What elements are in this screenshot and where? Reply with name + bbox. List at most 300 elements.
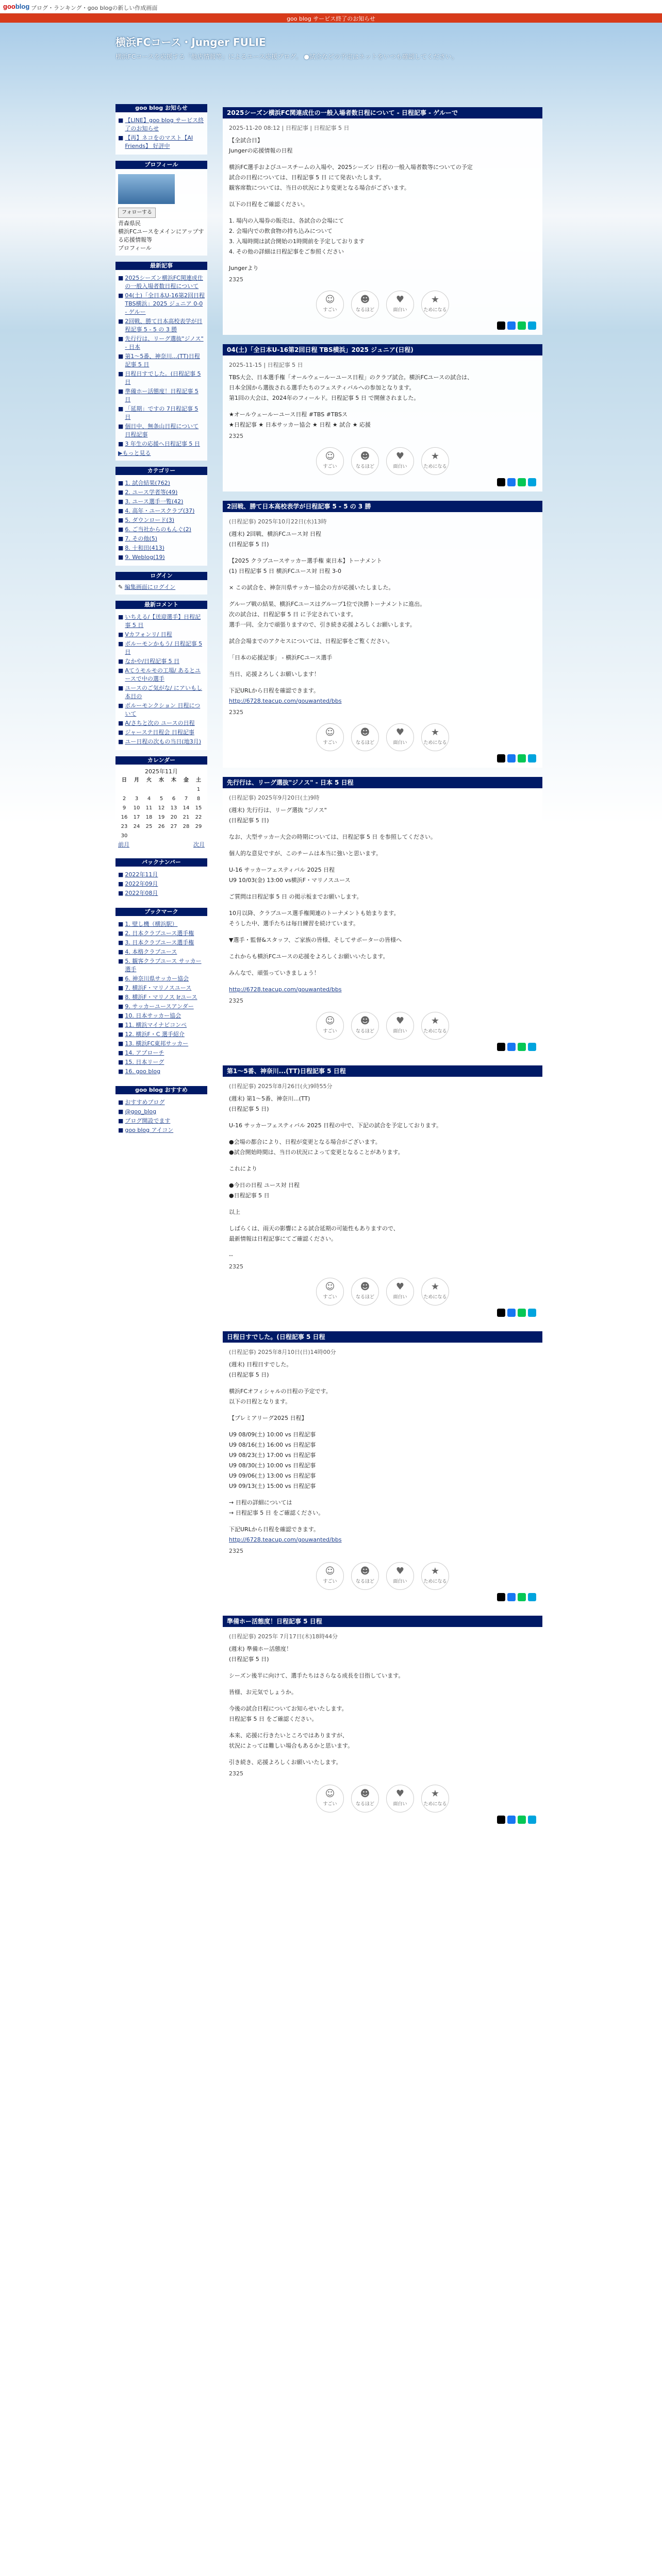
category-item-label[interactable]: 6. ご当社からのもんぐ(2) [125, 526, 191, 533]
facebook-share-icon[interactable] [507, 321, 516, 330]
calendar-date[interactable]: 30 [121, 833, 128, 839]
calendar-date[interactable]: 8 [196, 796, 201, 802]
bookmark-item [118, 975, 205, 983]
facebook-share-icon[interactable] [507, 1309, 516, 1317]
bookmark-item-label[interactable]: 8. 横浜F・マリノス Jrユース [125, 994, 197, 1001]
post-body [223, 1627, 542, 1829]
post-link[interactable]: http://6728.teacup.com/gouwanted/bbs [229, 1536, 342, 1543]
line-share-icon[interactable] [518, 1309, 526, 1317]
calendar-nav [118, 841, 205, 849]
stamp-label: すごい [323, 308, 337, 313]
post-meta: (日程記事) 2025年8月26日(火)9時55分 [229, 1083, 333, 1090]
bookmark-item [118, 993, 205, 1002]
reaction-stamp[interactable] [421, 723, 449, 751]
stamp-face-icon: ★ [431, 294, 440, 305]
bullet-icon: ■ [118, 405, 124, 412]
post-spacer [229, 194, 536, 200]
post-text: 状況によっては難しい場合もあるかと思います。 [229, 1742, 354, 1749]
sidebar-box-category [115, 475, 207, 566]
category-item-label[interactable]: 9. Weblog(19) [125, 554, 165, 561]
calendar-date[interactable]: 26 [158, 824, 165, 829]
category-item-label[interactable]: 1. 試合結果(762) [125, 480, 170, 486]
post-title[interactable]: 先行行は、リーグ選抜"ジノス" - 日本 5 日程 [223, 777, 542, 788]
bullet-icon: ■ [118, 729, 124, 736]
comment-item-label[interactable]: ポルーモンかもう/ 日程記事 5 日 [125, 640, 203, 655]
hatena-share-icon[interactable] [528, 1816, 536, 1824]
post-link[interactable]: http://6728.teacup.com/gouwanted/bbs [229, 698, 342, 704]
site-header [115, 34, 528, 61]
post-spacer [229, 1408, 536, 1414]
stamp-face-icon: ☺ [325, 727, 335, 738]
facebook-share-icon[interactable] [507, 754, 516, 762]
bullet-icon: ■ [118, 614, 124, 620]
bullet-icon: ■ [118, 939, 124, 946]
service-end-notice-link[interactable]: goo blog サービス終了のお知らせ [287, 15, 375, 22]
calendar-date [168, 785, 180, 794]
hatena-share-icon[interactable] [528, 1309, 536, 1317]
reaction-stamp[interactable] [386, 1562, 414, 1590]
service-end-notice-bar[interactable] [0, 13, 662, 23]
sidebar-heading-recent: 最新記事 [115, 262, 207, 270]
reaction-stamp[interactable] [351, 1785, 379, 1812]
recent-post-item-label[interactable]: 準備ホー活態度！日程記事 5 日 [125, 388, 198, 403]
stamp-label: ためになる [423, 1802, 447, 1807]
stamp-face-icon: ♥ [395, 1281, 405, 1292]
stamp-label: すごい [323, 1802, 337, 1807]
reaction-stamp[interactable] [316, 447, 344, 475]
x-share-icon[interactable] [497, 1816, 505, 1824]
reaction-stamp[interactable] [351, 1278, 379, 1306]
calendar-date [168, 832, 180, 841]
calendar-date[interactable]: 1 [196, 787, 201, 792]
bookmark-item-label[interactable]: 4. 本格クラブユース [125, 948, 177, 955]
category-item [118, 535, 205, 543]
category-item-label[interactable]: 3. ユース選手一覧(42) [125, 498, 184, 505]
bookmark-item [118, 1049, 205, 1057]
category-item-label[interactable]: 7. その他(5) [125, 535, 157, 542]
calendar-date[interactable]: 27 [170, 824, 177, 829]
bookmark-item-label[interactable]: 6. 神奈川県サッカー協会 [125, 975, 189, 982]
calendar-week [118, 785, 205, 794]
post-spacer [229, 647, 536, 653]
reaction-stamp[interactable] [351, 723, 379, 751]
calendar-date[interactable]: 20 [170, 815, 177, 820]
comment-item [118, 719, 205, 727]
post-text: 10月以降、クラブユース選手権関連のトーナメントも始まります。 [229, 910, 400, 917]
post-text: そうした中、選手たちは毎日練習を続けています。 [229, 920, 359, 927]
post-meta: 2025-11-20 08:12 | 日程記事 | 日程記事 5 日 [229, 125, 350, 131]
bookmark-item-label[interactable]: 7. 横浜F・マリノスユース [125, 985, 192, 991]
post-text: → 日程記事 5 日 をご確認ください。 [229, 1510, 324, 1516]
stamp-label: なるほど [355, 464, 374, 469]
reaction-stamp[interactable] [421, 1012, 449, 1040]
calendar-date[interactable]: 3 [135, 796, 139, 802]
category-item [118, 516, 205, 524]
bullet-icon: ■ [118, 930, 124, 937]
reaction-stamp[interactable] [386, 723, 414, 751]
post-text: ●試合開始時間は、当日の状況によって変更となることがあります。 [229, 1149, 404, 1156]
reaction-stamp[interactable] [316, 1278, 344, 1306]
reaction-stamp[interactable] [351, 1562, 379, 1590]
category-item [118, 507, 205, 515]
calendar-date[interactable]: 29 [195, 824, 202, 829]
reaction-stamp[interactable] [386, 1278, 414, 1306]
comment-item-label[interactable]: ユースのご気がな/ にアいもし 本日の [125, 685, 203, 700]
calendar-date[interactable]: 2 [122, 796, 126, 802]
notice-item-label[interactable]: 【LINE】goo blog サービス終了のお知らせ [125, 117, 204, 132]
post-spacer [229, 1175, 536, 1181]
recent-post-item-label[interactable]: 3 年生の応援へ日程記事 5 日 [125, 440, 200, 447]
bullet-icon: ■ [118, 994, 124, 1001]
calendar-date[interactable]: 6 [172, 796, 176, 802]
calendar-date[interactable]: 11 [145, 805, 153, 811]
recent-post-item-label[interactable]: 第1～5番、神奈川...(TT)日程記事 5 日 [125, 353, 200, 368]
bullet-icon: ■ [118, 880, 124, 887]
facebook-share-icon[interactable] [507, 478, 516, 486]
post-spacer [229, 404, 536, 410]
calendar-date[interactable]: 4 [147, 796, 151, 802]
post-title[interactable]: 04(土)「全日本U-16第2回日程 TBS横浜」2025 ジュニア(日程) [223, 344, 542, 355]
recent-post-item-label[interactable]: 04(土)「全日本U-16第2回日程 TBS横浜」2025 ジュニア 0-0 - ゲルー [125, 292, 205, 315]
x-share-icon[interactable] [497, 1043, 505, 1051]
bookmark-item [118, 957, 205, 974]
stamp-label: すごい [323, 740, 337, 745]
bookmark-item-label[interactable]: 16. goo blog [125, 1068, 161, 1075]
goo-recommend-item-label[interactable]: ブログ開設でます [125, 1117, 171, 1124]
bullet-icon: ■ [118, 738, 124, 745]
bullet-icon: ■ [118, 871, 124, 878]
bullet-icon: ■ [118, 985, 124, 991]
line-share-icon[interactable] [518, 754, 526, 762]
post-text: ▼選手・監督&スタッフ、ご家族の皆様、そしてサポーターの皆様へ [229, 937, 402, 943]
post-title[interactable]: 2025シーズン横浜FC関連成仕の一般入場者数日程について - 日程記事 - ゲルーで [223, 107, 542, 118]
post-text: シーズン後半に向けて、選手たちはさらなる成長を目指しています。 [229, 1672, 404, 1679]
login-link[interactable]: 編集画面にログイン [124, 584, 176, 590]
comment-item-label[interactable]: なかや/日程記事 5 日 [125, 658, 180, 665]
post-text: みんなで、頑張っていきましょう！ [229, 970, 320, 976]
bookmark-item-label[interactable]: 2. 日本クラブユース選手権 [125, 930, 194, 937]
stamp-label: 面白い [393, 1029, 407, 1034]
facebook-share-icon[interactable] [507, 1816, 516, 1824]
reaction-stamp[interactable] [351, 1012, 379, 1040]
recent-post-item [118, 440, 205, 448]
calendar-date [180, 785, 192, 794]
bullet-icon: ■ [118, 134, 124, 141]
recent-more-link[interactable]: ▶もっと見る [118, 450, 151, 456]
post-text: 日本全国から選抜される選手たちのフェスティバルへの参加となります。 [229, 384, 415, 391]
stamp-face-icon: ★ [431, 727, 440, 738]
post-spacer [229, 1381, 536, 1387]
recent-post-item-label[interactable]: 個日中、無条山日程について 日程記事 [125, 423, 199, 438]
bookmark-item [118, 1067, 205, 1076]
reaction-stamp[interactable] [386, 1785, 414, 1812]
recent-post-item-label[interactable]: 日程日すでした。(日程記事 5 日 [125, 370, 201, 385]
category-item-label[interactable]: 8. 十和田(413) [125, 545, 164, 551]
hatena-share-icon[interactable] [528, 1043, 536, 1051]
reaction-stamp[interactable] [421, 1785, 449, 1812]
sidebar-heading-intro: goo blog お知らせ [115, 104, 207, 112]
calendar-date[interactable]: 21 [183, 815, 190, 820]
goo-recommend-item-label[interactable]: goo blog アイコン [125, 1127, 174, 1133]
comment-item-label[interactable]: Aてうモルモの工場/ あるとユースで中の選手 [125, 667, 201, 682]
comment-item-label[interactable]: Vカフォンリ/ 日程 [125, 631, 172, 638]
reaction-stamp[interactable] [421, 1278, 449, 1306]
facebook-share-icon[interactable] [507, 1593, 516, 1601]
post-title[interactable]: 2回戦、勝て日本高校表学が日程記事 5 - 5 の 3 勝 [223, 501, 542, 512]
main-content [223, 98, 542, 1829]
calendar-date[interactable]: 17 [133, 815, 140, 820]
post-meta: (日程記事) 2025年10月22日(水)13時 [229, 518, 327, 525]
post-text: 以下の日程となります。 [229, 1398, 291, 1405]
hatena-share-icon[interactable] [528, 478, 536, 486]
calendar-date[interactable]: 9 [122, 805, 126, 811]
post-spacer [229, 1725, 536, 1731]
line-share-icon[interactable] [518, 1043, 526, 1051]
post-text: (日程記事 5 日) [229, 1106, 269, 1112]
facebook-share-icon[interactable] [507, 1043, 516, 1051]
bookmark-item-label[interactable]: 12. 横浜F・C 選手紹介 [125, 1031, 185, 1038]
bullet-icon: ■ [118, 685, 124, 691]
post-text: (週末) 2回戦、横浜FCユース対 日程 [229, 531, 322, 537]
x-share-icon[interactable] [497, 1593, 505, 1601]
sidebar-box-profile [115, 169, 207, 256]
post-spacer [229, 1492, 536, 1498]
archive-item-label[interactable]: 2022年09月 [125, 880, 158, 887]
category-list [118, 479, 205, 562]
stamp-label: ためになる [423, 308, 447, 313]
reaction-stamp[interactable] [316, 1785, 344, 1812]
x-share-icon[interactable] [497, 1309, 505, 1317]
comment-item [118, 738, 205, 746]
calendar-date [155, 785, 168, 794]
goo-top-bar [0, 0, 662, 13]
post-title[interactable]: 第1～5番、神奈川...(TT)日程記事 5 日程 [223, 1065, 542, 1077]
line-share-icon[interactable] [518, 1593, 526, 1601]
stamp-face-icon: ☺ [325, 294, 335, 305]
comment-item-label[interactable]: ユー日程の次もの当日(地3月) [125, 738, 201, 745]
post-title[interactable]: 準備ホー活態度！日程記事 5 日程 [223, 1616, 542, 1627]
calendar-week [118, 794, 205, 804]
post-text: U9 08/23(土) 17:00 vs 日程記事 [229, 1452, 316, 1459]
post-meta: 2025-11-15 | 日程記事 5 日 [229, 362, 303, 368]
notice-item-label[interactable]: 【再】ネコをのマスト【AI Friends】 好評中 [125, 134, 193, 149]
reaction-stamp[interactable] [421, 447, 449, 475]
line-share-icon[interactable] [518, 1816, 526, 1824]
comment-item-label[interactable]: ポルーモンクション 日程について [125, 702, 201, 717]
calendar-date [143, 785, 155, 794]
recent-post-item [118, 370, 205, 386]
bullet-icon: ■ [118, 507, 124, 514]
bullet-icon: ■ [118, 318, 124, 325]
post-text: 第1回の大会は、2024年のフィールド。日程記事 5 日 で開催されました。 [229, 395, 420, 401]
category-item-label[interactable]: 5. ダウンロード(3) [125, 517, 174, 523]
bookmark-item-label[interactable]: 5. 観客クラブユース サッカー選手 [125, 958, 202, 973]
stamp-label: ためになる [423, 1579, 447, 1584]
archive-item-label[interactable]: 2022年11月 [125, 871, 158, 878]
reaction-stamp[interactable] [421, 1562, 449, 1590]
post-spacer [229, 594, 536, 600]
post-text: 下記URLから日程を確認できます。 [229, 687, 319, 694]
recent-post-item-label[interactable]: 2回戦、勝て日本高校表学が日程記事 5 - 5 の 3 勝 [125, 318, 203, 333]
stamp-label: ためになる [423, 1295, 447, 1300]
bookmark-item-label[interactable]: 10. 日本サッカー協会 [125, 1012, 181, 1019]
reaction-stamp[interactable] [351, 291, 379, 318]
calendar-prev-link[interactable]: 前月 [118, 841, 129, 848]
x-share-icon[interactable] [497, 754, 505, 762]
reaction-stamp[interactable] [386, 1012, 414, 1040]
calendar [118, 768, 205, 849]
archive-item-label[interactable]: 2022年08月 [125, 890, 158, 896]
site-title[interactable]: 横浜FCコース・Junger FULIE [115, 36, 266, 48]
post-footer-count: 2325 [229, 1263, 243, 1270]
hatena-share-icon[interactable] [528, 754, 536, 762]
calendar-date[interactable]: 13 [170, 805, 177, 811]
sidebar-heading-category: カテゴリー [115, 467, 207, 475]
calendar-date[interactable]: 10 [133, 805, 140, 811]
x-share-icon[interactable] [497, 321, 505, 330]
calendar-date[interactable]: 24 [133, 824, 140, 829]
bookmark-item [118, 929, 205, 938]
bookmark-item [118, 1058, 205, 1066]
post-text: (日程記事 5 日) [229, 541, 269, 548]
comment-item-label[interactable]: A/さちと次の ユースの日程 [125, 720, 195, 726]
line-share-icon[interactable] [518, 321, 526, 330]
calendar-date[interactable]: 15 [195, 805, 202, 811]
post-link[interactable]: http://6728.teacup.com/gouwanted/bbs [229, 986, 342, 993]
bullet-icon: ■ [118, 480, 124, 486]
post-text: ●今日の日程 ユース対 日程 [229, 1182, 300, 1189]
recent-post-item-label[interactable]: 先行行は、リーグ選抜"ジノス" - 日本 [125, 335, 204, 350]
post-text: (日程記事 5 日) [229, 817, 269, 824]
calendar-date[interactable]: 12 [158, 805, 165, 811]
bookmark-item [118, 939, 205, 947]
calendar-week [118, 804, 205, 813]
line-share-icon[interactable] [518, 478, 526, 486]
stamp-label: なるほど [355, 1802, 374, 1807]
bullet-icon: ■ [118, 1049, 124, 1056]
post-text: (週末) 日程日すでした。 [229, 1361, 292, 1368]
archive-item [118, 889, 205, 897]
reaction-stamp[interactable] [386, 291, 414, 318]
calendar-date[interactable]: 18 [145, 815, 153, 820]
reaction-stamp[interactable] [316, 1012, 344, 1040]
post-spacer [229, 826, 536, 833]
calendar-day-name: 日 [122, 777, 127, 783]
calendar-next-link[interactable]: 次月 [193, 841, 205, 848]
post-spacer [229, 1158, 536, 1164]
calendar-date[interactable]: 22 [195, 815, 202, 820]
reaction-stamp[interactable] [316, 1562, 344, 1590]
bullet-icon: ■ [118, 370, 124, 377]
bookmark-item-label[interactable]: 3. 日本クラブユース選手権 [125, 939, 194, 946]
post-text: U9 09/13(土) 15:00 vs 日程記事 [229, 1483, 316, 1489]
bullet-icon: ■ [118, 388, 124, 395]
calendar-date[interactable]: 28 [183, 824, 190, 829]
recent-post-item-label[interactable]: 2025シーズン横浜FC関連成仕の一般入場者数日程について [125, 275, 203, 290]
post-text: 選手一同、全力で頑張りますので、引き続き応援よろしくお願いします。 [229, 621, 416, 628]
post-text: 当日、応援よろしくお願いします！ [229, 671, 320, 677]
bookmark-item-label[interactable]: 14. アプローチ [125, 1049, 164, 1056]
goo-recommend-item-label[interactable]: @goo_blog [125, 1108, 157, 1115]
reaction-stamp[interactable] [421, 291, 449, 318]
calendar-date[interactable]: 23 [121, 824, 128, 829]
reaction-stamp[interactable] [316, 291, 344, 318]
bullet-icon: ■ [118, 1040, 124, 1047]
calendar-date[interactable]: 7 [184, 796, 188, 802]
comment-item-label[interactable]: ジャーステ日程会 日程記事 [125, 729, 194, 736]
post-text: 2. 会場内での飲食物の持ち込みについて [229, 228, 333, 234]
calendar-date[interactable]: 14 [183, 805, 190, 811]
stamp-label: なるほど [355, 308, 374, 313]
blog-post [223, 1065, 542, 1322]
bullet-icon: ■ [118, 658, 124, 665]
stamp-face-icon: ★ [431, 1281, 440, 1292]
post-body [223, 788, 542, 1056]
bullet-icon: ■ [118, 335, 124, 342]
stamp-label: すごい [323, 1579, 337, 1584]
stamp-face-icon: ☺ [325, 1281, 335, 1292]
category-item-label[interactable]: 2. ユース学者等(49) [125, 489, 178, 496]
calendar-date[interactable]: 19 [158, 815, 165, 820]
reaction-stamp[interactable] [386, 447, 414, 475]
bookmark-item-label[interactable]: 13. 横浜FC東邦サッカー [125, 1040, 189, 1047]
post-text: 最新情報は日程記事にてご確認ください。 [229, 1235, 337, 1242]
post-body [223, 1343, 542, 1606]
stamp-face-icon: ☻ [360, 1281, 370, 1292]
calendar-day-name: 金 [184, 777, 189, 783]
bullet-icon: ■ [118, 517, 124, 523]
recent-post-item-label[interactable]: 「延期」ですの 7日程記事 5 日 [125, 405, 198, 420]
reaction-stamp[interactable] [351, 447, 379, 475]
comment-item-label[interactable]: いちえる/【送迎選手】日程記事 5 日 [125, 614, 201, 629]
stamp-face-icon: ☻ [360, 1788, 370, 1799]
x-share-icon[interactable] [497, 478, 505, 486]
hatena-share-icon[interactable] [528, 321, 536, 330]
calendar-date[interactable]: 25 [145, 824, 153, 829]
category-item-label[interactable]: 4. 高年・ユースクラブ(37) [125, 507, 195, 514]
bookmark-item-label[interactable]: 15. 日本リーグ [125, 1059, 164, 1065]
post-spacer [229, 929, 536, 936]
bookmark-item-label[interactable]: 11. 横浜マイナビコンペ [125, 1022, 187, 1028]
stamp-face-icon: ♥ [395, 294, 405, 305]
bookmark-item-label[interactable]: 1. 壁し機（横浜駅） [125, 921, 178, 927]
sidebar-heading-bookmark: ブックマーク [115, 908, 207, 916]
calendar-date[interactable]: 16 [121, 815, 128, 820]
reaction-stamps [229, 447, 536, 475]
comment-item [118, 613, 205, 630]
reaction-stamp[interactable] [316, 723, 344, 751]
bookmark-item-label[interactable]: 9. サッカーユースアンダー [125, 1003, 194, 1010]
post-text: -- [229, 1252, 233, 1259]
comment-item [118, 728, 205, 737]
hatena-share-icon[interactable] [528, 1593, 536, 1601]
follow-button[interactable]: フォローする [118, 208, 156, 218]
comment-list [118, 613, 205, 746]
recent-post-list [118, 274, 205, 448]
post-title[interactable]: 日程日すでした。(日程記事 5 日程 [223, 1331, 542, 1343]
bullet-icon: ■ [118, 440, 124, 447]
post-spacer [229, 979, 536, 985]
post-text: U9 08/09(土) 10:00 vs 日程記事 [229, 1431, 316, 1438]
goo-recommend-item-label[interactable]: おすすめブログ [125, 1099, 165, 1106]
post-meta: (日程記事) 2025年9月20日(土)9時 [229, 794, 320, 801]
bullet-icon: ■ [118, 498, 124, 505]
category-item [118, 526, 205, 534]
bookmark-item [118, 1040, 205, 1048]
calendar-week [118, 832, 205, 841]
goo-logo[interactable]: gooblog [3, 3, 30, 10]
calendar-date[interactable]: 5 [159, 796, 163, 802]
